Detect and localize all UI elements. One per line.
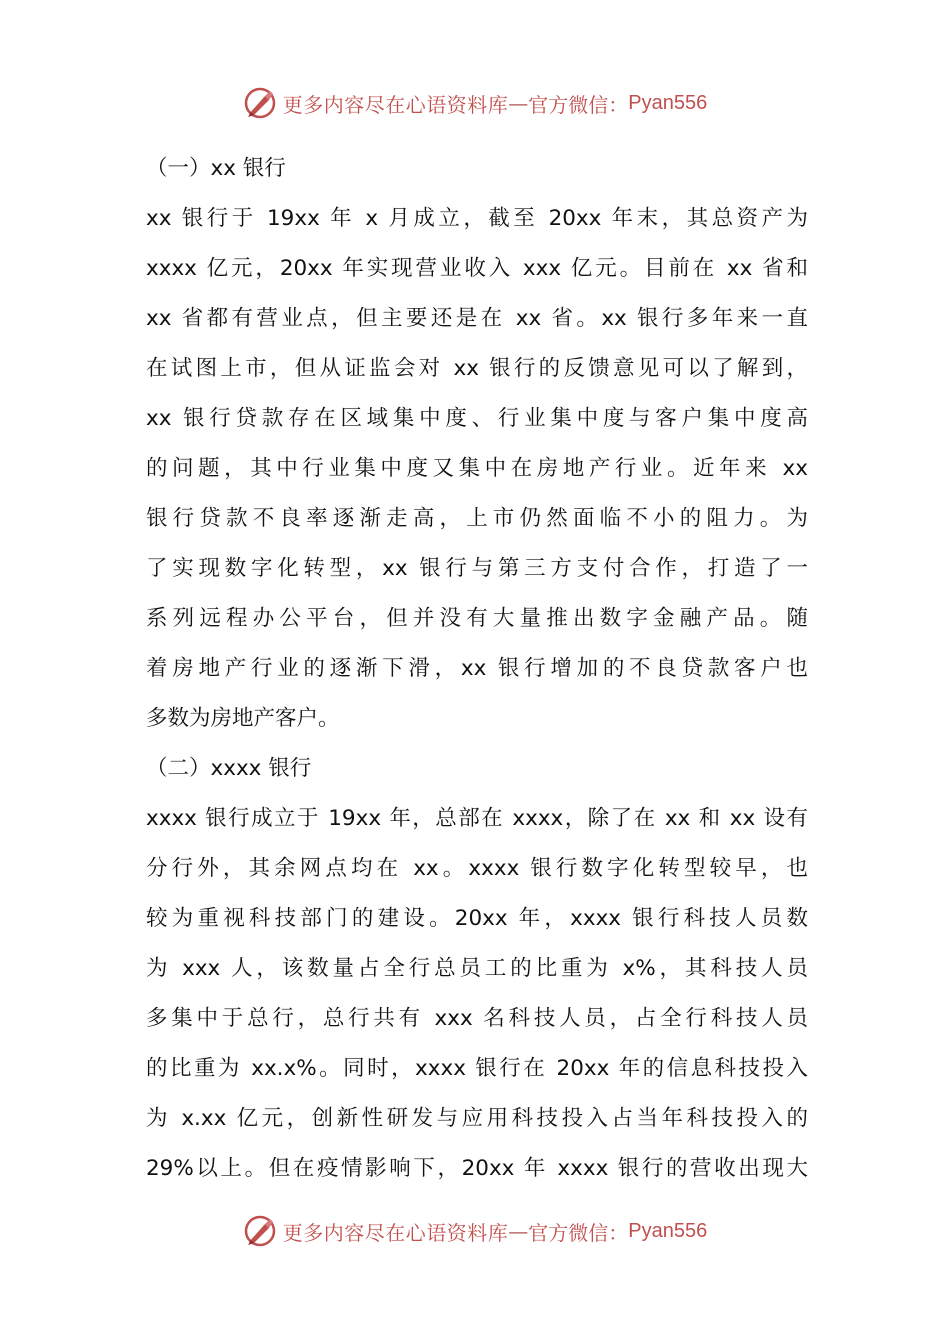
paragraph-line: 多数为房地产客户。: [146, 706, 340, 731]
banner-site-text: 更多内容尽在心语资料库: [282, 92, 509, 117]
banner-wechat-id: Pyan556: [628, 91, 708, 114]
pen-logo-icon: [243, 1214, 277, 1248]
section-heading-1: （一）xx 银行: [146, 156, 286, 181]
paragraph-line: 在试图上市，但从证监会对 xx 银行的反馈意见可以了解到，: [146, 356, 808, 381]
paragraph-line: xxxx 银行成立于 19xx 年，总部在 xxxx，除了在 xx 和 xx 设有: [146, 806, 808, 831]
header-banner: [0, 83, 950, 123]
paragraph-line: 29%以上。但在疫情影响下，20xx 年 xxxx 银行的营收出现大: [146, 1156, 808, 1181]
document-body: [146, 144, 808, 1194]
paragraph-line: 的比重为 xx.x%。同时，xxxx 银行在 20xx 年的信息科技投入: [146, 1056, 808, 1081]
paragraph-line: 的问题，其中行业集中度又集中在房地产行业。近年来 xx: [146, 456, 808, 481]
banner-wechat-label: 官方微信：: [528, 92, 629, 117]
banner-site-text: 更多内容尽在心语资料库: [282, 1220, 509, 1245]
banner-separator: —: [508, 91, 529, 115]
paragraph-line: 多集中于总行，总行共有 xxx 名科技人员，占全行科技人员: [146, 1006, 808, 1031]
paragraph-line: 着房地产行业的逐渐下滑，xx 银行增加的不良贷款客户也: [146, 656, 808, 681]
paragraph-line: 系列远程办公平台，但并没有大量推出数字金融产品。随: [146, 606, 808, 631]
paragraph-line: xx 银行于 19xx 年 x 月成立，截至 20xx 年末，其总资产为: [146, 206, 808, 231]
banner-wechat-id: Pyan556: [628, 1219, 708, 1242]
paragraph-line: xx 省都有营业点，但主要还是在 xx 省。xx 银行多年来一直: [146, 306, 808, 331]
paragraph-line: xxxx 亿元，20xx 年实现营业收入 xxx 亿元。目前在 xx 省和: [146, 256, 808, 281]
paragraph-line: 为 xxx 人，该数量占全行总员工的比重为 x%，其科技人员: [146, 956, 808, 981]
paragraph-line: 了实现数字化转型，xx 银行与第三方支付合作，打造了一: [146, 556, 808, 581]
paragraph-line: 分行外，其余网点均在 xx。xxxx 银行数字化转型较早，也: [146, 856, 808, 881]
banner-separator: —: [508, 1219, 529, 1243]
paragraph-line: 较为重视科技部门的建设。20xx 年，xxxx 银行科技人员数: [146, 906, 808, 931]
section-heading-2: （二）xxxx 银行: [146, 756, 312, 781]
pen-logo-icon: [243, 86, 277, 120]
paragraph-line: 为 x.xx 亿元，创新性研发与应用科技投入占当年科技投入的: [146, 1106, 808, 1131]
banner-wechat-label: 官方微信：: [528, 1220, 629, 1245]
paragraph-line: 银行贷款不良率逐渐走高，上市仍然面临不小的阻力。为: [146, 506, 808, 531]
paragraph-line: xx 银行贷款存在区域集中度、行业集中度与客户集中度高: [146, 406, 808, 431]
footer-banner: [0, 1211, 950, 1251]
